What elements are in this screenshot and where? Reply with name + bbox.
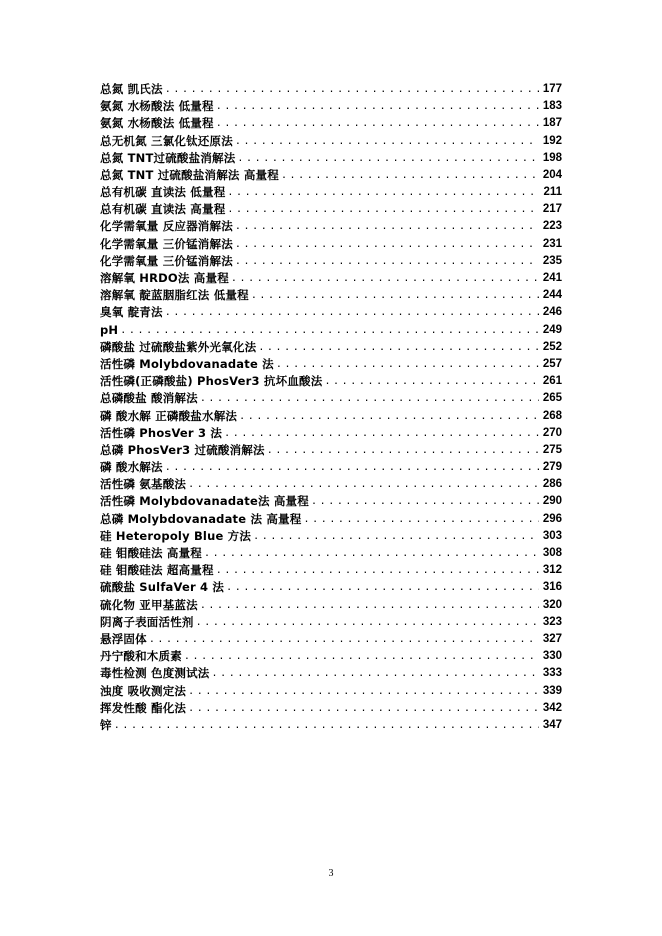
toc-entry-title: 总无机氮 三氯化钛还原法 (100, 133, 233, 148)
toc-entry-page: 217 (542, 203, 562, 216)
toc-entry-page: 316 (542, 581, 562, 594)
toc-entry[interactable] (100, 270, 562, 287)
toc-entry-title: 活性磷 氨基酸法 (100, 477, 187, 492)
toc-entry-title: 总有机碳 直读法 高量程 (100, 202, 226, 217)
toc-entry[interactable] (100, 442, 562, 459)
toc-leader-dots (225, 184, 539, 201)
toc-entry-page: 275 (542, 443, 562, 456)
toc-leader-dots (186, 683, 539, 700)
toc-entry-page: 323 (542, 615, 562, 628)
toc-entry-title: 总磷 PhosVer3 过硫酸消解法 (100, 442, 265, 457)
toc-entry-title: 总氮 TNT过硫酸盐消解法 (100, 150, 236, 165)
toc-leader-dots (301, 511, 538, 528)
toc-entry-page: 249 (542, 323, 562, 336)
toc-entry[interactable] (100, 373, 562, 390)
toc-entry-title: 总磷 Molybdovanadate 法 高量程 (100, 511, 302, 526)
toc-entry-page: 286 (542, 478, 562, 491)
toc-entry-page: 312 (542, 564, 562, 577)
toc-leader-dots (147, 631, 539, 648)
toc-entry[interactable] (100, 562, 562, 579)
toc-entry-page: 198 (542, 151, 562, 164)
toc-leader-dots (198, 597, 539, 614)
toc-entry-page: 204 (542, 168, 562, 181)
toc-entry-page: 347 (542, 718, 562, 731)
toc-entry-page: 290 (542, 495, 562, 508)
toc-entry[interactable] (100, 597, 562, 614)
toc-entry[interactable] (100, 253, 562, 270)
toc-entry-title: 溶解氧 HRDO法 高量程 (100, 271, 229, 286)
toc-leader-dots (222, 425, 539, 442)
toc-entry[interactable] (100, 683, 562, 700)
toc-entry-page: 333 (542, 667, 562, 680)
toc-entry-title: 硅 钼酸硅法 高量程 (100, 546, 203, 561)
toc-entry-title: 锌 (100, 717, 112, 732)
toc-entry-page: 241 (542, 272, 562, 285)
toc-leader-dots (233, 219, 539, 236)
toc-entry[interactable] (100, 304, 562, 321)
toc-entry-title: 臭氧 靛青法 (100, 305, 163, 320)
toc-leader-dots (225, 201, 538, 218)
toc-entry[interactable] (100, 167, 562, 184)
toc-entry[interactable] (100, 579, 562, 596)
toc-leader-dots (214, 98, 539, 115)
toc-entry-page: 308 (542, 547, 562, 560)
toc-leader-dots (214, 115, 539, 132)
toc-entry[interactable] (100, 511, 562, 528)
toc-leader-dots (112, 717, 539, 734)
toc-entry-page: 183 (542, 100, 562, 113)
toc-entry[interactable] (100, 459, 562, 476)
toc-entry-title: 活性磷 Molybdovanadate法 高量程 (100, 494, 309, 509)
toc-leader-dots (274, 356, 539, 373)
toc-entry-page: 257 (542, 357, 562, 370)
toc-leader-dots (118, 322, 539, 339)
toc-entry-page: 223 (542, 220, 562, 233)
toc-entry-title: 挥发性酸 酯化法 (100, 700, 187, 715)
toc-entry-page: 303 (542, 529, 562, 542)
toc-entry-title: 硫化物 亚甲基蓝法 (100, 597, 198, 612)
toc-entry-page: 265 (542, 392, 562, 405)
toc-entry-title: 硅 Heteropoly Blue 方法 (100, 528, 252, 543)
toc-leader-dots (233, 236, 539, 253)
toc-entry-page: 268 (542, 409, 562, 422)
toc-leader-dots (229, 270, 539, 287)
toc-entry-page: 279 (542, 461, 562, 474)
toc-entry-title: 磷 酸水解 正磷酸盐水解法 (100, 408, 238, 423)
toc-leader-dots (210, 665, 539, 682)
toc-leader-dots (249, 287, 539, 304)
toc-leader-dots (202, 545, 539, 562)
toc-entry-page: 296 (542, 512, 562, 525)
toc-entry-title: 化学需氧量 反应器消解法 (100, 219, 233, 234)
toc-entry[interactable] (100, 81, 562, 98)
toc-entry-title: 活性磷 Molybdovanadate 法 (100, 356, 274, 371)
toc-entry[interactable] (100, 115, 562, 132)
toc-entry-page: 246 (542, 306, 562, 319)
toc-entry[interactable] (100, 665, 562, 682)
toc-entry[interactable] (100, 717, 562, 734)
toc-entry[interactable] (100, 201, 562, 218)
toc-entry-title: 毒性检测 色度测试法 (100, 666, 210, 681)
toc-entry-page: 192 (542, 134, 562, 147)
toc-leader-dots (186, 700, 539, 717)
toc-entry-page: 244 (542, 289, 562, 302)
toc-entry-page: 339 (542, 684, 562, 697)
toc-entry[interactable] (100, 408, 562, 425)
toc-entry-page: 330 (542, 650, 562, 663)
toc-entry[interactable] (100, 425, 562, 442)
toc-entry-page: 320 (542, 598, 562, 611)
toc-leader-dots (251, 528, 539, 545)
toc-entry-title: 总氮 TNT 过硫酸盐消解法 高量程 (100, 167, 279, 182)
toc-entry-page: 231 (542, 237, 562, 250)
toc-leader-dots (198, 390, 539, 407)
toc-entry-page: 342 (542, 701, 562, 714)
toc-entry-title: 活性磷(正磷酸盐) PhosVer3 抗坏血酸法 (100, 374, 323, 389)
toc-entry-page: 187 (542, 117, 562, 130)
toc-entry[interactable] (100, 648, 562, 665)
toc-leader-dots (265, 442, 539, 459)
toc-leader-dots (322, 373, 538, 390)
toc-leader-dots (233, 253, 539, 270)
toc-entry[interactable] (100, 184, 562, 201)
toc-entry-page: 261 (542, 375, 562, 388)
toc-leader-dots (233, 133, 539, 150)
toc-leader-dots (237, 408, 539, 425)
toc-entry-page: 270 (542, 426, 562, 439)
toc-entry[interactable] (100, 150, 562, 167)
toc-entry-title: 总有机碳 直读法 低量程 (100, 185, 226, 200)
toc-entry-title: 悬浮固体 (100, 631, 147, 646)
page-number: 3 (328, 868, 334, 879)
toc-entry[interactable] (100, 614, 562, 631)
toc-entry[interactable] (100, 356, 562, 373)
toc-entry-title: 氨氮 水杨酸法 低量程 (100, 116, 214, 131)
toc-entry-title: 磷 酸水解法 (100, 460, 163, 475)
toc-entry[interactable] (100, 700, 562, 717)
toc-entry[interactable] (100, 390, 562, 407)
toc-entry[interactable] (100, 236, 562, 253)
toc-leader-dots (182, 648, 539, 665)
toc-entry-title: pH (100, 322, 119, 337)
toc-entry[interactable] (100, 287, 562, 304)
toc-entry-title: 浊度 吸收测定法 (100, 683, 187, 698)
toc-entry[interactable] (100, 528, 562, 545)
toc-entry[interactable] (100, 219, 562, 236)
toc-entry[interactable] (100, 545, 562, 562)
toc-leader-dots (309, 494, 539, 511)
toc-leader-dots (279, 167, 539, 184)
toc-entry-title: 溶解氧 靛蓝胭脂红法 低量程 (100, 288, 249, 303)
toc-entry-page: 327 (542, 632, 562, 645)
toc-leader-dots (163, 304, 539, 321)
toc-entry-title: 磷酸盐 过硫酸盐紫外光氧化法 (100, 339, 257, 354)
toc-entry[interactable] (100, 476, 562, 493)
toc-entry[interactable] (100, 339, 562, 356)
toc-entry-title: 硫酸盐 SulfaVer 4 法 (100, 580, 225, 595)
toc-entry-page: 252 (542, 340, 562, 353)
toc-entry-title: 总氮 凯氏法 (100, 81, 163, 96)
toc-leader-dots (256, 339, 539, 356)
toc-entry[interactable] (100, 631, 562, 648)
toc-entry-title: 活性磷 PhosVer 3 法 (100, 425, 223, 440)
toc-leader-dots (186, 476, 539, 493)
toc-entry[interactable] (100, 322, 562, 339)
toc-leader-dots (194, 614, 539, 631)
toc-leader-dots (224, 579, 539, 596)
toc-leader-dots (163, 81, 539, 98)
toc-entry[interactable] (100, 494, 562, 511)
toc-entry-page: 177 (542, 82, 562, 95)
toc-entry-title: 硅 钼酸硅法 超高量程 (100, 563, 214, 578)
toc-leader-dots (163, 459, 539, 476)
toc-entry-title: 氨氮 水杨酸法 低量程 (100, 99, 214, 114)
toc-entry[interactable] (100, 133, 562, 150)
toc-leader-dots (235, 150, 538, 167)
toc-entry-title: 化学需氧量 三价锰消解法 (100, 253, 233, 268)
toc-entry-title: 化学需氧量 三价锰消解法 (100, 236, 233, 251)
table-of-contents (100, 81, 562, 734)
toc-entry-title: 阴离子表面活性剂 (100, 614, 194, 629)
toc-leader-dots (214, 562, 539, 579)
toc-entry[interactable] (100, 98, 562, 115)
toc-entry-page: 211 (543, 186, 562, 199)
toc-entry-title: 总磷酸盐 酸消解法 (100, 391, 198, 406)
toc-entry-page: 235 (542, 254, 562, 267)
toc-entry-title: 丹宁酸和木质素 (100, 649, 182, 664)
